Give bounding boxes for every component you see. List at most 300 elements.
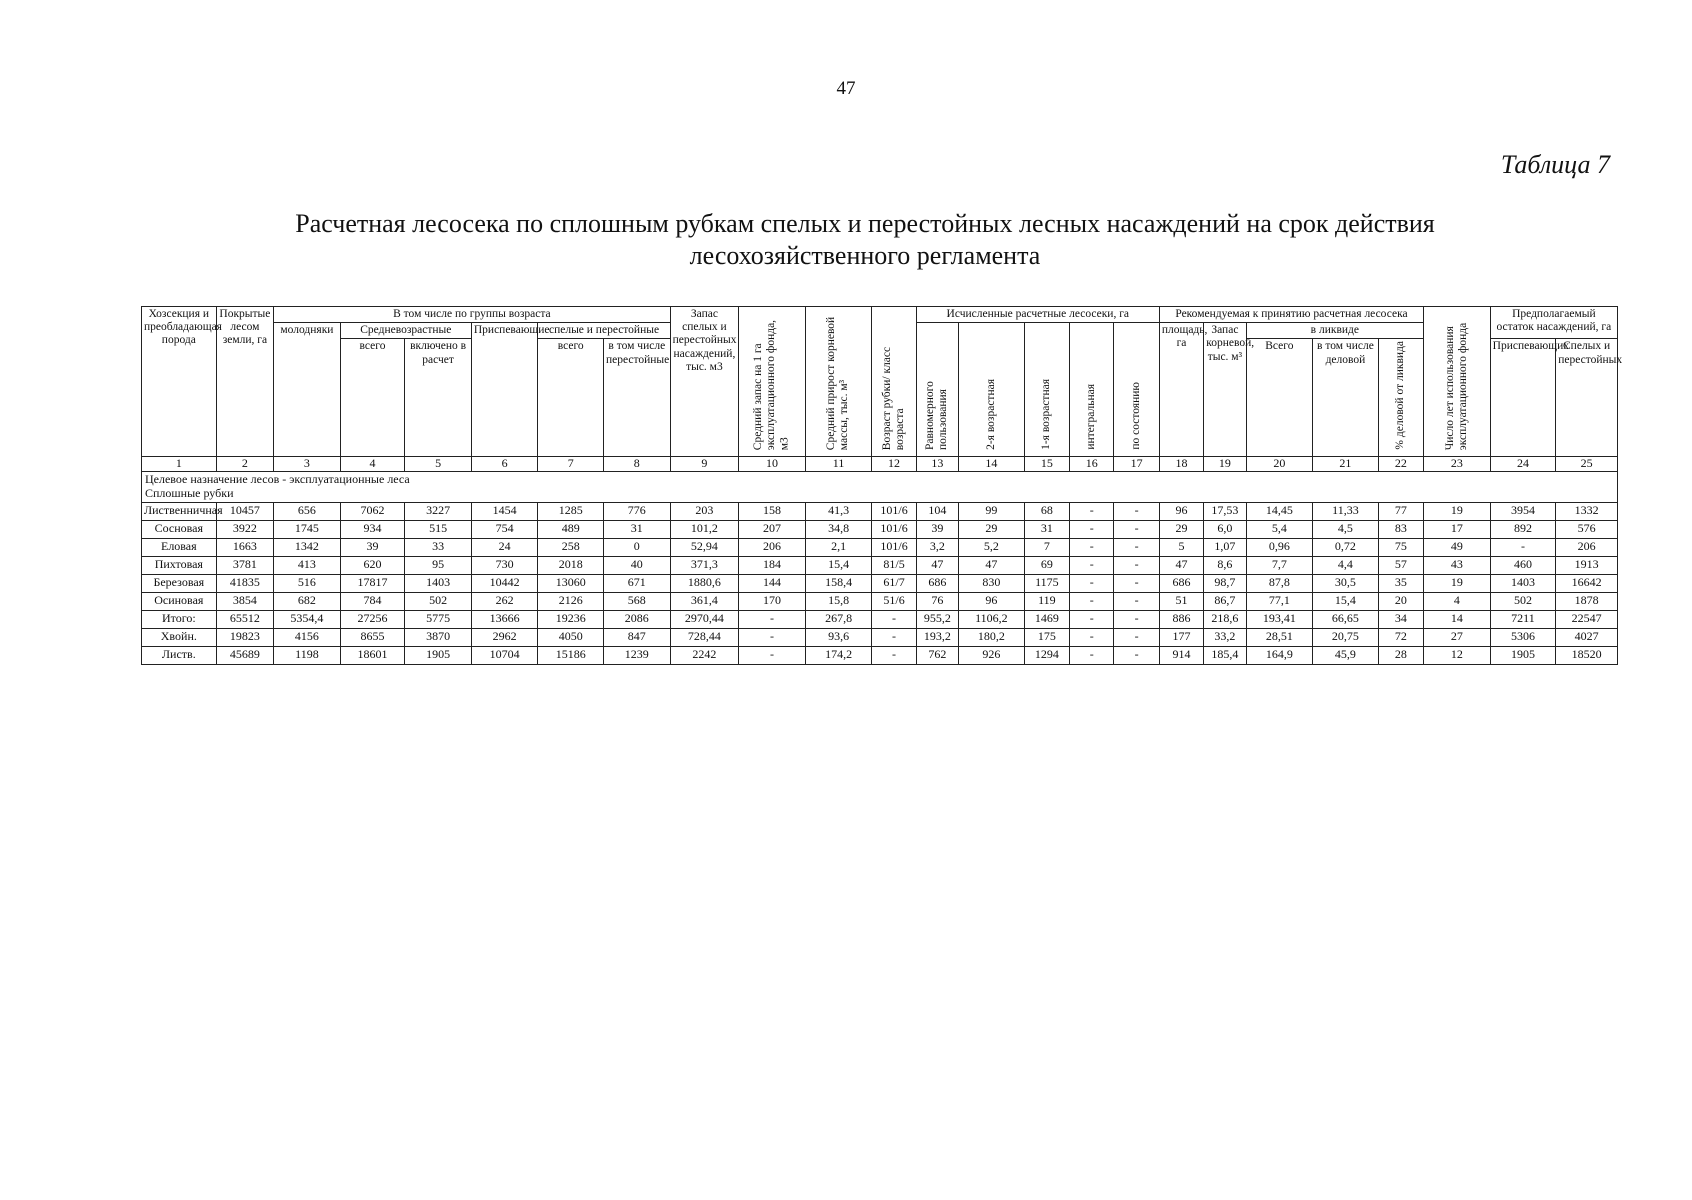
value-cell: 1285 [538,502,604,520]
value-cell: 515 [405,520,472,538]
table-row [142,574,1618,592]
value-cell: 2242 [670,646,739,664]
value-cell: 656 [274,502,341,520]
value-cell: 3854 [216,592,274,610]
column-number: 12 [872,457,916,472]
value-cell: - [872,646,916,664]
header-remaining: Предполагаемый остаток насаждений, га [1490,307,1617,339]
value-cell: 17,53 [1204,502,1246,520]
species-cell: Еловая [142,538,217,556]
value-cell: 14 [1424,610,1491,628]
value-cell: - [1070,574,1114,592]
value-cell: 3870 [405,628,472,646]
column-number: 15 [1024,457,1069,472]
value-cell: 17 [1424,520,1491,538]
header-rec-area: площадь, га [1159,323,1203,457]
value-cell: 185,4 [1204,646,1246,664]
value-cell: 207 [739,520,806,538]
column-number: 8 [604,457,671,472]
value-cell: 39 [340,538,405,556]
value-cell: 7 [1024,538,1069,556]
value-cell: 11,33 [1313,502,1379,520]
column-number: 2 [216,457,274,472]
column-number: 21 [1313,457,1379,472]
column-number: 9 [670,457,739,472]
value-cell: 180,2 [959,628,1025,646]
value-cell: 1294 [1024,646,1069,664]
value-cell: 28,51 [1246,628,1313,646]
value-cell: 101/6 [872,520,916,538]
value-cell: - [1114,628,1159,646]
value-cell: 40 [604,556,671,574]
table-row [142,592,1618,610]
value-cell: 576 [1556,520,1618,538]
column-number: 23 [1424,457,1491,472]
value-cell: 4027 [1556,628,1618,646]
value-cell: 144 [739,574,806,592]
value-cell: 1198 [274,646,341,664]
column-number: 1 [142,457,217,472]
value-cell: 926 [959,646,1025,664]
table-row [142,556,1618,574]
value-cell: 568 [604,592,671,610]
title-line-1: Расчетная лесосека по сплошным рубкам спелых и перестойных лесных насаждений на срок действия [295,209,1435,238]
header-avg-stock: Средний запас на 1 га эксплуатационного фонда, м3 [739,307,806,457]
value-cell: 3,2 [916,538,958,556]
value-cell: 45689 [216,646,274,664]
value-cell: - [1070,628,1114,646]
value-cell: 86,7 [1204,592,1246,610]
column-number: 13 [916,457,958,472]
value-cell: 49 [1424,538,1491,556]
value-cell: 1403 [1490,574,1556,592]
value-cell: 24 [471,538,538,556]
value-cell: 686 [916,574,958,592]
value-cell: 29 [1159,520,1203,538]
value-cell: 1,07 [1204,538,1246,556]
table-row [142,610,1618,628]
section-label [142,472,1618,503]
value-cell: - [872,628,916,646]
value-cell: 10704 [471,646,538,664]
value-cell: - [1114,610,1159,628]
value-cell: 47 [916,556,958,574]
value-cell: 69 [1024,556,1069,574]
species-cell: Пихтовая [142,556,217,574]
value-cell: 3922 [216,520,274,538]
column-number: 24 [1490,457,1556,472]
section-cutting-type: Сплошные рубки [145,485,234,500]
column-number: 22 [1378,457,1423,472]
value-cell: 33 [405,538,472,556]
value-cell: 1106,2 [959,610,1025,628]
header-middle-aged: Средневозрастные [340,323,471,339]
column-number: 14 [959,457,1025,472]
value-cell: 28 [1378,646,1423,664]
value-cell: 22547 [1556,610,1618,628]
value-cell: 2962 [471,628,538,646]
value-cell: 27 [1424,628,1491,646]
header-calculated-areas: Исчисленные расчетные лесосеки, га [916,307,1159,323]
value-cell: - [1070,610,1114,628]
header-ripe-stock: Запас спелых и перестойных насаждений, тыс. м3 [670,307,739,457]
species-cell: Итого: [142,610,217,628]
value-cell: 955,2 [916,610,958,628]
value-cell: 1239 [604,646,671,664]
value-cell: 0,72 [1313,538,1379,556]
value-cell: 1469 [1024,610,1069,628]
value-cell: 193,2 [916,628,958,646]
value-cell: 502 [405,592,472,610]
value-cell: 1332 [1556,502,1618,520]
value-cell: 682 [274,592,341,610]
value-cell: 1745 [274,520,341,538]
value-cell: 66,65 [1313,610,1379,628]
column-number: 16 [1070,457,1114,472]
value-cell: 29 [959,520,1025,538]
value-cell: - [1114,574,1159,592]
value-cell: 7211 [1490,610,1556,628]
value-cell: 7,7 [1246,556,1313,574]
value-cell: 14,45 [1246,502,1313,520]
value-cell: 101/6 [872,502,916,520]
value-cell: - [739,610,806,628]
value-cell: 19823 [216,628,274,646]
value-cell: 193,41 [1246,610,1313,628]
value-cell: 19236 [538,610,604,628]
value-cell: - [1070,592,1114,610]
value-cell: - [1114,646,1159,664]
value-cell: 16642 [1556,574,1618,592]
value-cell: 174,2 [805,646,872,664]
value-cell: 371,3 [670,556,739,574]
value-cell: 892 [1490,520,1556,538]
value-cell: 87,8 [1246,574,1313,592]
value-cell: 96 [1159,502,1203,520]
section-purpose: Целевое назначение лесов - эксплуатационные леса [145,472,410,487]
value-cell: 33,2 [1204,628,1246,646]
value-cell: 17817 [340,574,405,592]
value-cell: 39 [916,520,958,538]
value-cell: 1663 [216,538,274,556]
header-ripe-overripe: спелые и перестойные [538,323,670,339]
table-label: Таблица 7 [1500,150,1610,179]
species-cell: Сосновая [142,520,217,538]
value-cell: 65512 [216,610,274,628]
column-number: 5 [405,457,472,472]
value-cell: 13666 [471,610,538,628]
value-cell: 267,8 [805,610,872,628]
value-cell: 754 [471,520,538,538]
value-cell: - [1070,556,1114,574]
value-cell: - [1070,502,1114,520]
value-cell: 31 [1024,520,1069,538]
value-cell: 52,94 [670,538,739,556]
species-cell: Листв. [142,646,217,664]
value-cell: 31 [604,520,671,538]
value-cell: 20 [1378,592,1423,610]
value-cell: 1905 [405,646,472,664]
value-cell: 5306 [1490,628,1556,646]
value-cell: 35 [1378,574,1423,592]
value-cell: 101/6 [872,538,916,556]
value-cell: 413 [274,556,341,574]
table-row [142,646,1618,664]
column-number: 25 [1556,457,1618,472]
value-cell: 13060 [538,574,604,592]
value-cell: 2018 [538,556,604,574]
value-cell: 20,75 [1313,628,1379,646]
header-years-use: Число лет использования эксплуатационного фонда [1424,307,1491,457]
header-species: Хозсекция и преобладающая порода [142,307,217,457]
value-cell: 4,5 [1313,520,1379,538]
value-cell: 30,5 [1313,574,1379,592]
page-number: 47 [836,78,856,99]
value-cell: - [1114,556,1159,574]
value-cell: 3781 [216,556,274,574]
value-cell: 5,4 [1246,520,1313,538]
table-row [142,628,1618,646]
value-cell: 934 [340,520,405,538]
value-cell: 502 [1490,592,1556,610]
value-cell: 15,8 [805,592,872,610]
value-cell: 830 [959,574,1025,592]
header-avg-growth: Средний прирост корневой массы, тыс. м³ [805,307,872,457]
value-cell: 1913 [1556,556,1618,574]
value-cell: - [1114,520,1159,538]
value-cell: 3227 [405,502,472,520]
header-liquid-total: Всего [1246,339,1313,457]
header-by-condition: по состоянию [1114,323,1159,457]
value-cell: 41835 [216,574,274,592]
species-cell: Хвойн. [142,628,217,646]
header-recommended-area: Рекомендуемая к принятию расчетная лесосека [1159,307,1423,323]
value-cell: 728,44 [670,628,739,646]
title-line-2: лесохозяйственного регламента [689,241,1041,270]
header-cutting-age: Возраст рубки/ класс возраста [872,307,916,457]
header-integral: интегральная [1070,323,1114,457]
value-cell: 101,2 [670,520,739,538]
value-cell: 784 [340,592,405,610]
value-cell: 72 [1378,628,1423,646]
species-cell: Лиственничная [142,502,217,520]
value-cell: 18601 [340,646,405,664]
column-number: 7 [538,457,604,472]
value-cell: 18520 [1556,646,1618,664]
value-cell: 76 [916,592,958,610]
value-cell: 1342 [274,538,341,556]
value-cell: 4156 [274,628,341,646]
value-cell: 5775 [405,610,472,628]
value-cell: 104 [916,502,958,520]
value-cell: 206 [739,538,806,556]
species-cell: Березовая [142,574,217,592]
column-number: 6 [471,457,538,472]
value-cell: 75 [1378,538,1423,556]
value-cell: 516 [274,574,341,592]
value-cell: 34,8 [805,520,872,538]
value-cell: 43 [1424,556,1491,574]
value-cell: 47 [1159,556,1203,574]
value-cell: 218,6 [1204,610,1246,628]
value-cell: 203 [670,502,739,520]
value-cell: 914 [1159,646,1203,664]
value-cell: 5354,4 [274,610,341,628]
value-cell: - [872,610,916,628]
value-cell: 77 [1378,502,1423,520]
value-cell: 2,1 [805,538,872,556]
value-cell: 0,96 [1246,538,1313,556]
value-cell: 1905 [1490,646,1556,664]
value-cell: - [1114,592,1159,610]
header-premature: Приспевающие [471,323,538,457]
value-cell: - [1114,538,1159,556]
value-cell: 57 [1378,556,1423,574]
header-first-age: 1-я возрастная [1024,323,1069,457]
cutting-area-table [141,306,1623,665]
value-cell: 95 [405,556,472,574]
column-number: 18 [1159,457,1203,472]
column-number: 17 [1114,457,1159,472]
value-cell: 99 [959,502,1025,520]
section-row [142,472,1618,503]
value-cell: 8,6 [1204,556,1246,574]
column-number: 4 [340,457,405,472]
value-cell: 51 [1159,592,1203,610]
header-young: молодняки [274,323,341,457]
value-cell: 77,1 [1246,592,1313,610]
column-number: 20 [1246,457,1313,472]
value-cell: 1880,6 [670,574,739,592]
value-cell: 4 [1424,592,1491,610]
value-cell: 361,4 [670,592,739,610]
value-cell: - [1070,646,1114,664]
value-cell: 262 [471,592,538,610]
value-cell: 164,9 [1246,646,1313,664]
value-cell: 686 [1159,574,1203,592]
species-cell: Осиновая [142,592,217,610]
value-cell: 4,4 [1313,556,1379,574]
value-cell: 15,4 [1313,592,1379,610]
value-cell: 4050 [538,628,604,646]
value-cell: 886 [1159,610,1203,628]
header-age-groups: В том числе по группы возраста [274,307,670,323]
table-title [220,208,1510,272]
header-rem-premature: Приспевающих [1490,339,1556,457]
value-cell: 2086 [604,610,671,628]
column-number-row [142,457,1618,472]
value-cell: 258 [538,538,604,556]
header-middle-total: всего [340,339,405,457]
column-number: 11 [805,457,872,472]
value-cell: 47 [959,556,1025,574]
value-cell: 177 [1159,628,1203,646]
value-cell: 34 [1378,610,1423,628]
column-number: 3 [274,457,341,472]
value-cell: 776 [604,502,671,520]
value-cell: 847 [604,628,671,646]
value-cell: 12 [1424,646,1491,664]
value-cell: 19 [1424,574,1491,592]
value-cell: 10457 [216,502,274,520]
table-row [142,502,1618,520]
value-cell: 93,6 [805,628,872,646]
value-cell: 45,9 [1313,646,1379,664]
value-cell: 1454 [471,502,538,520]
value-cell: 671 [604,574,671,592]
value-cell: 41,3 [805,502,872,520]
column-number: 19 [1204,457,1246,472]
column-number: 10 [739,457,806,472]
value-cell: 83 [1378,520,1423,538]
value-cell: 170 [739,592,806,610]
value-cell: 206 [1556,538,1618,556]
value-cell: 620 [340,556,405,574]
header-overripe: в том числе перестойные [604,339,671,457]
value-cell: 5 [1159,538,1203,556]
value-cell: - [1490,538,1556,556]
value-cell: - [739,646,806,664]
value-cell: 762 [916,646,958,664]
table-row [142,538,1618,556]
value-cell: - [1070,520,1114,538]
header-forest-area: Покрытые лесом земли, га [216,307,274,457]
value-cell: 61/7 [872,574,916,592]
value-cell: 15186 [538,646,604,664]
value-cell: 27256 [340,610,405,628]
value-cell: 96 [959,592,1025,610]
value-cell: 158 [739,502,806,520]
value-cell: - [1114,502,1159,520]
table-body [142,502,1618,664]
header-rem-ripe: Спелых и перестойных [1556,339,1618,457]
value-cell: 6,0 [1204,520,1246,538]
value-cell: 158,4 [805,574,872,592]
value-cell: 1403 [405,574,472,592]
value-cell: 81/5 [872,556,916,574]
value-cell: 8655 [340,628,405,646]
value-cell: 98,7 [1204,574,1246,592]
value-cell: - [1070,538,1114,556]
value-cell: 184 [739,556,806,574]
value-cell: 119 [1024,592,1069,610]
value-cell: 5,2 [959,538,1025,556]
value-cell: 10442 [471,574,538,592]
header-ripe-total: всего [538,339,604,457]
header-second-age: 2-я возрастная [959,323,1025,457]
table-row [142,520,1618,538]
value-cell: 730 [471,556,538,574]
header-business-percent: % деловой от ликвида [1378,339,1423,457]
value-cell: 0 [604,538,671,556]
value-cell: 175 [1024,628,1069,646]
value-cell: 2126 [538,592,604,610]
value-cell: 2970,44 [670,610,739,628]
value-cell: - [739,628,806,646]
value-cell: 51/6 [872,592,916,610]
value-cell: 1878 [1556,592,1618,610]
value-cell: 68 [1024,502,1069,520]
header-uniform-use: Равномерного пользования [916,323,958,457]
header-rec-stock: Запас корневой, тыс. м³ [1204,323,1246,457]
value-cell: 7062 [340,502,405,520]
value-cell: 19 [1424,502,1491,520]
value-cell: 3954 [1490,502,1556,520]
value-cell: 460 [1490,556,1556,574]
value-cell: 489 [538,520,604,538]
value-cell: 15,4 [805,556,872,574]
header-liquid: в ликвиде [1246,323,1424,339]
